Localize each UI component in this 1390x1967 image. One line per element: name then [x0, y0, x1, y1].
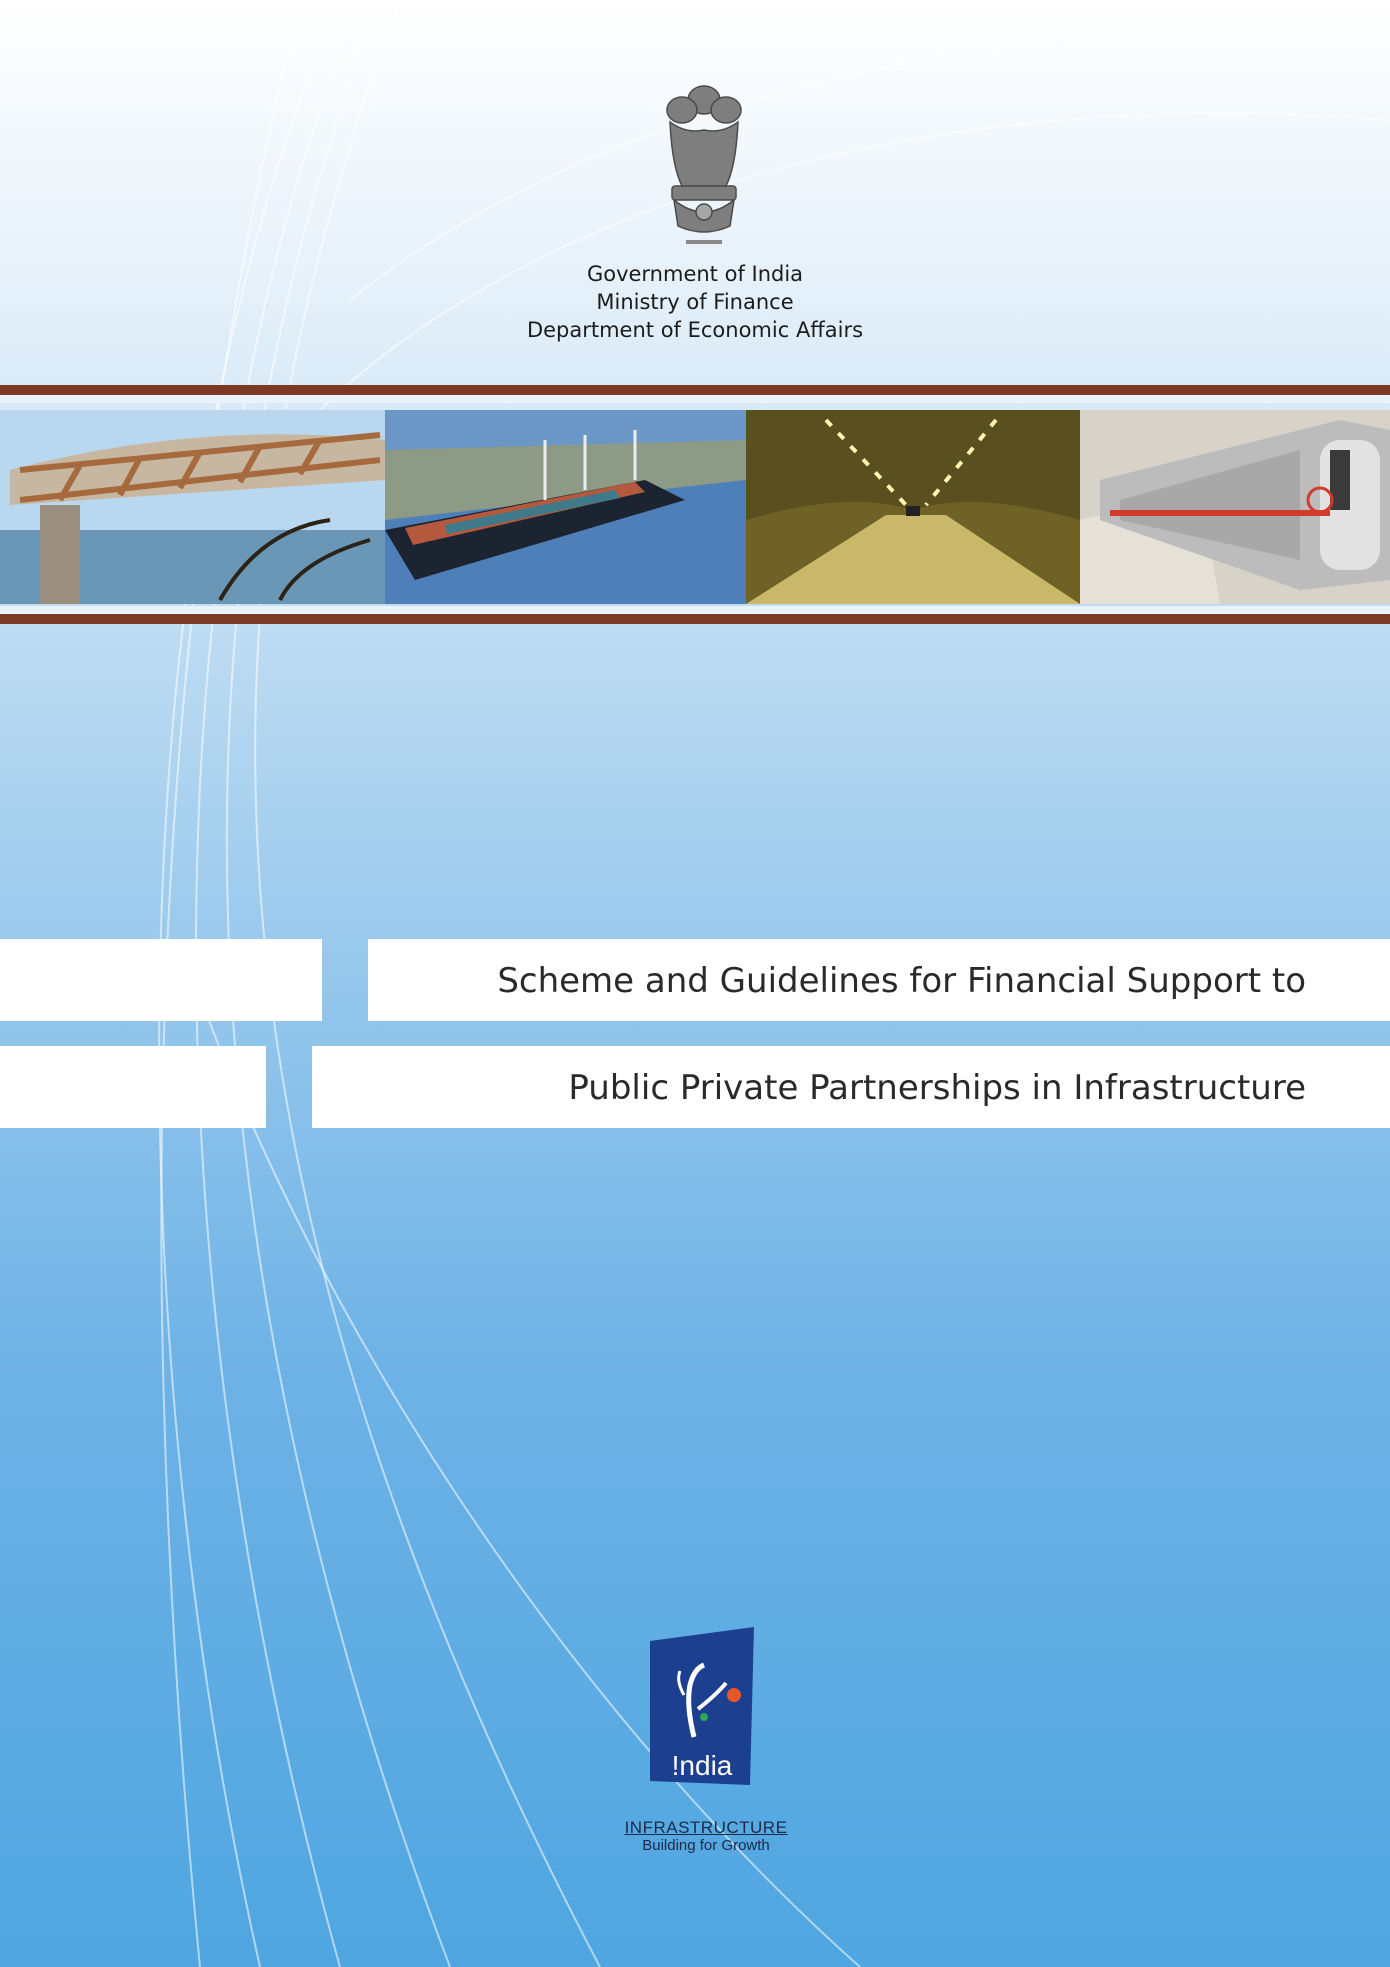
title-band-left-2 — [0, 1046, 266, 1128]
strip-gap-bottom — [0, 606, 1390, 614]
strip-border-bottom — [0, 614, 1390, 624]
bridge-photo — [0, 410, 385, 604]
header-line-department: Department of Economic Affairs — [526, 318, 864, 342]
logo-badge-text: !ndia — [671, 1750, 733, 1781]
logo-caption — [600, 1818, 812, 1854]
title-band-2 — [312, 1046, 1390, 1128]
logo-caption-infrastructure: INFRASTRUCTURE — [624, 1818, 788, 1837]
title-band-1 — [368, 939, 1390, 1021]
container-port-photo — [385, 410, 746, 604]
strip-border-top — [0, 385, 1390, 395]
header-line-government: Government of India — [586, 262, 804, 286]
header — [0, 0, 1390, 380]
photo-strip — [0, 410, 1390, 604]
logo-caption-tagline: Building for Growth — [642, 1837, 770, 1854]
india-infrastructure-logo — [646, 1625, 756, 1787]
title-band-left-1 — [0, 939, 322, 1021]
header-line-ministry: Ministry of Finance — [596, 290, 794, 314]
strip-gap-top — [0, 395, 1390, 403]
document-title-line1: Scheme and Guidelines for Financial Support to — [497, 961, 1306, 1001]
document-title-line2: Public Private Partnerships in Infrastructure — [568, 1068, 1306, 1108]
national-emblem-icon — [652, 76, 756, 252]
issuing-authority — [395, 260, 995, 344]
metro-train-photo — [1080, 410, 1390, 604]
road-tunnel-photo — [746, 410, 1080, 604]
